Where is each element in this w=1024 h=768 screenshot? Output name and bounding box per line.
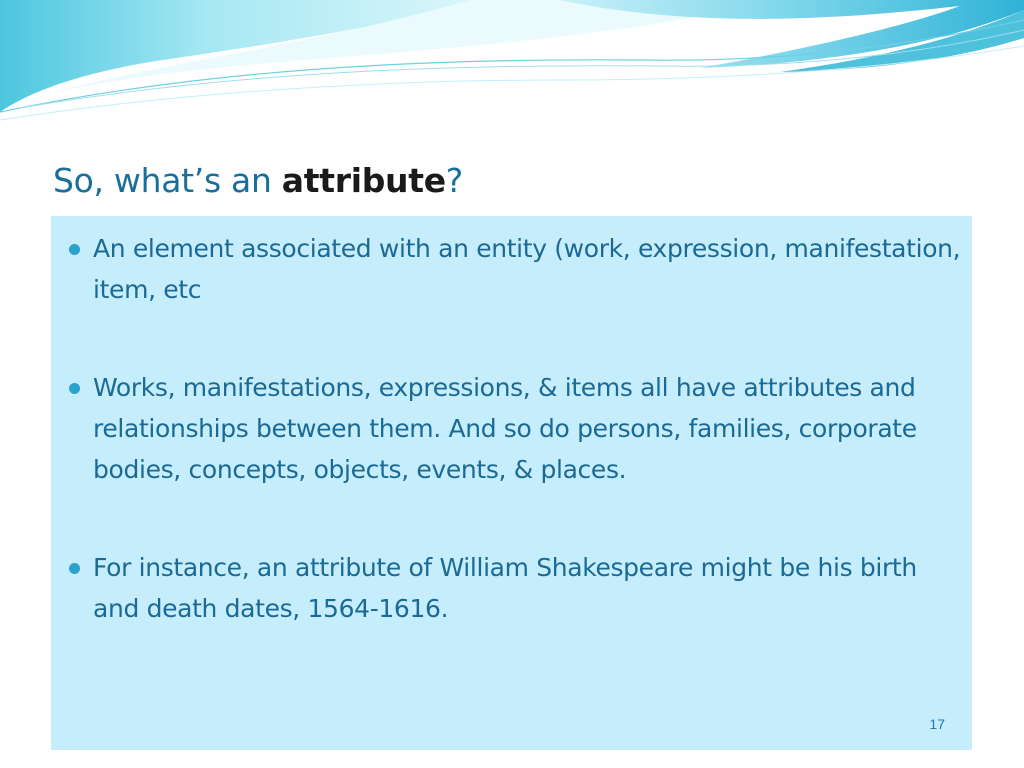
slide-title-emphasis: attribute	[281, 161, 446, 200]
bullet-text: An element associated with an entity (work, expression, manifestation, item, etc	[93, 234, 961, 304]
bullet-item	[51, 228, 972, 310]
slide-title	[53, 156, 463, 206]
bullet-item	[51, 367, 972, 490]
bullet-icon	[69, 244, 80, 255]
slide-number: 17	[929, 716, 945, 732]
slide-title-prefix: So, what’s an	[53, 161, 282, 200]
slide-title-suffix: ?	[445, 161, 463, 200]
bullet-item	[51, 547, 972, 629]
bullet-list	[51, 228, 972, 629]
bullet-icon	[69, 563, 80, 574]
bullet-text: For instance, an attribute of William Shakespeare might be his birth and death dates, 1564-1616.	[93, 553, 917, 623]
header-wave-decoration	[0, 0, 1024, 130]
bullet-icon	[69, 383, 80, 394]
bullet-text: Works, manifestations, expressions, & items all have attributes and relationships between them. And so do persons, families, corporate bodies, concepts, objects, events, & places.	[93, 373, 917, 484]
content-box	[51, 216, 972, 750]
